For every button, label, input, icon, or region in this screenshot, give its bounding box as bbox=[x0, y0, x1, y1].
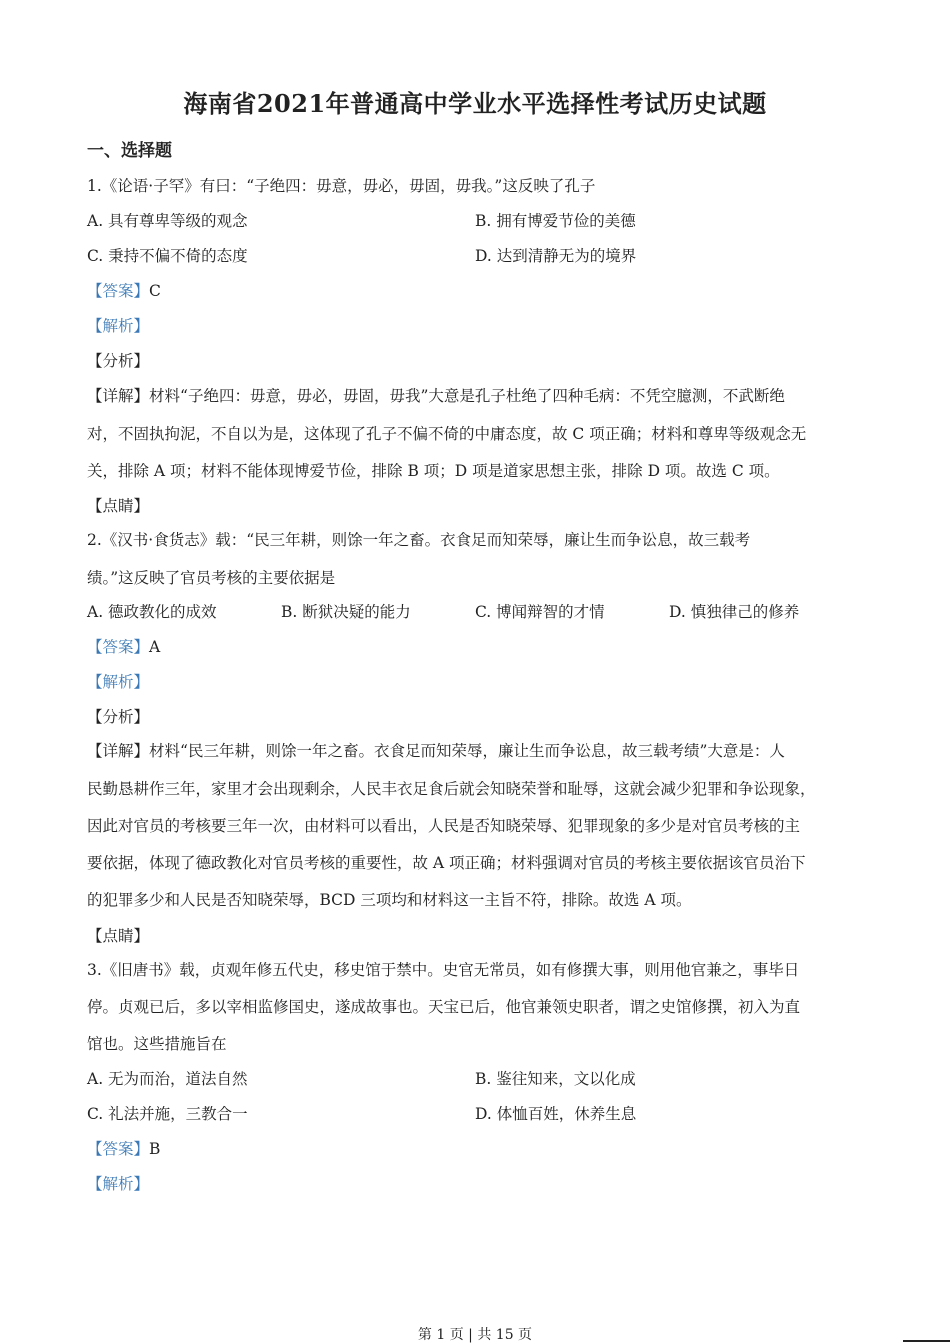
q2-answer-row bbox=[87, 637, 160, 657]
q1-detail-line-3: 关，排除 A 项；材料不能体现博爱节俭，排除 B 项；D 项是道家思想主张，排除 D 项。故选 C 项。 bbox=[87, 462, 780, 480]
q1-fenxi-label: 【分析】 bbox=[87, 352, 150, 370]
q3-option-d: D. 体恤百姓，休养生息 bbox=[475, 1105, 637, 1123]
q1-option-a: A. 具有尊卑等级的观念 bbox=[87, 212, 248, 230]
q1-answer: C bbox=[149, 282, 161, 300]
q1-detail-text-1: 材料“子绝四：毋意，毋必，毋固，毋我”大意是孔子杜绝了四种毛病：不凭空臆测，不武断绝 bbox=[149, 387, 785, 405]
q3-stem-line-1: 3.《旧唐书》载，贞观年修五代史，移史馆于禁中。史官无常员，如有修撰大事，则用他官兼之，事毕日 bbox=[87, 961, 800, 979]
q1-comment-label: 【点睛】 bbox=[87, 497, 150, 515]
section-heading: 一、选择题 bbox=[87, 141, 172, 161]
answer-label: 【答案】 bbox=[87, 1140, 150, 1158]
q3-analysis-label: 【解析】 bbox=[87, 1175, 150, 1193]
q1-detail-line-1 bbox=[87, 386, 785, 406]
q1-stem: 1.《论语·子罕》有曰：“子绝四：毋意，毋必，毋固，毋我。”这反映了孔子 bbox=[87, 177, 596, 195]
document-title: 海南省2021年普通高中学业水平选择性考试历史试题 bbox=[183, 89, 767, 118]
q2-analysis-label: 【解析】 bbox=[87, 673, 150, 691]
detail-label: 【详解】 bbox=[87, 742, 150, 760]
answer-label: 【答案】 bbox=[87, 282, 150, 300]
q2-detail-line-1 bbox=[87, 741, 785, 761]
q3-stem-line-2: 停。贞观已后，多以宰相监修国史，遂成故事也。天宝已后，他官兼领史职者，谓之史馆修撰，初入为直 bbox=[87, 998, 801, 1016]
q2-fenxi-label: 【分析】 bbox=[87, 708, 150, 726]
q1-answer-row bbox=[87, 281, 161, 301]
q3-option-b: B. 鉴往知来，文以化成 bbox=[475, 1070, 636, 1088]
q2-detail-line-2: 民勤恳耕作三年，家里才会出现剩余，人民丰衣足食后就会知晓荣誉和耻辱，这就会减少犯罪和争讼现象， bbox=[87, 780, 816, 798]
q2-option-a: A. 德政教化的成效 bbox=[87, 603, 217, 621]
detail-label: 【详解】 bbox=[87, 387, 150, 405]
q2-comment-label: 【点睛】 bbox=[87, 927, 150, 945]
q2-option-c: C. 博闻辩智的才情 bbox=[475, 603, 605, 621]
q3-option-c: C. 礼法并施，三教合一 bbox=[87, 1105, 248, 1123]
q2-detail-line-3: 因此对官员的考核要三年一次，由材料可以看出，人民是否知晓荣辱、犯罪现象的多少是对官员考核的主 bbox=[87, 817, 801, 835]
q2-option-b: B. 断狱决疑的能力 bbox=[281, 603, 411, 621]
answer-label: 【答案】 bbox=[87, 638, 150, 656]
q1-detail-line-2: 对，不固执拘泥，不自以为是，这体现了孔子不偏不倚的中庸态度，故 C 项正确；材料和尊卑等级观念无 bbox=[87, 425, 807, 443]
q2-detail-text-1: 材料“民三年耕，则馀一年之畜。衣食足而知荣辱，廉让生而争讼息，故三载考绩”大意是：人 bbox=[149, 742, 785, 760]
q1-option-d: D. 达到清静无为的境界 bbox=[475, 247, 637, 265]
q2-detail-line-5: 的犯罪多少和人民是否知晓荣辱，BCD 三项均和材料这一主旨不符，排除。故选 A 项。 bbox=[87, 891, 692, 909]
q1-option-c: C. 秉持不偏不倚的态度 bbox=[87, 247, 248, 265]
q1-analysis-label: 【解析】 bbox=[87, 317, 150, 335]
q2-stem-line-2: 绩。”这反映了官员考核的主要依据是 bbox=[87, 569, 336, 587]
q1-option-b: B. 拥有博爱节俭的美德 bbox=[475, 212, 636, 230]
page-footer: 第 1 页 | 共 15 页 bbox=[417, 1327, 533, 1343]
q3-option-a: A. 无为而治，道法自然 bbox=[87, 1070, 248, 1088]
q3-answer: B bbox=[149, 1140, 161, 1158]
q3-stem-line-3: 馆也。这些措施旨在 bbox=[87, 1035, 227, 1053]
q2-detail-line-4: 要依据，体现了德政教化对官员考核的重要性，故 A 项正确；材料强调对官员的考核主要依据该官员治下 bbox=[87, 854, 806, 872]
q2-answer: A bbox=[149, 638, 161, 656]
corner-divider bbox=[903, 1340, 950, 1342]
q3-answer-row bbox=[87, 1139, 160, 1159]
q2-option-d: D. 慎独律己的修养 bbox=[669, 603, 800, 621]
q2-stem-line-1: 2.《汉书·食货志》载：“民三年耕，则馀一年之畜。衣食足而知荣辱，廉让生而争讼息，故三载考 bbox=[87, 531, 751, 549]
